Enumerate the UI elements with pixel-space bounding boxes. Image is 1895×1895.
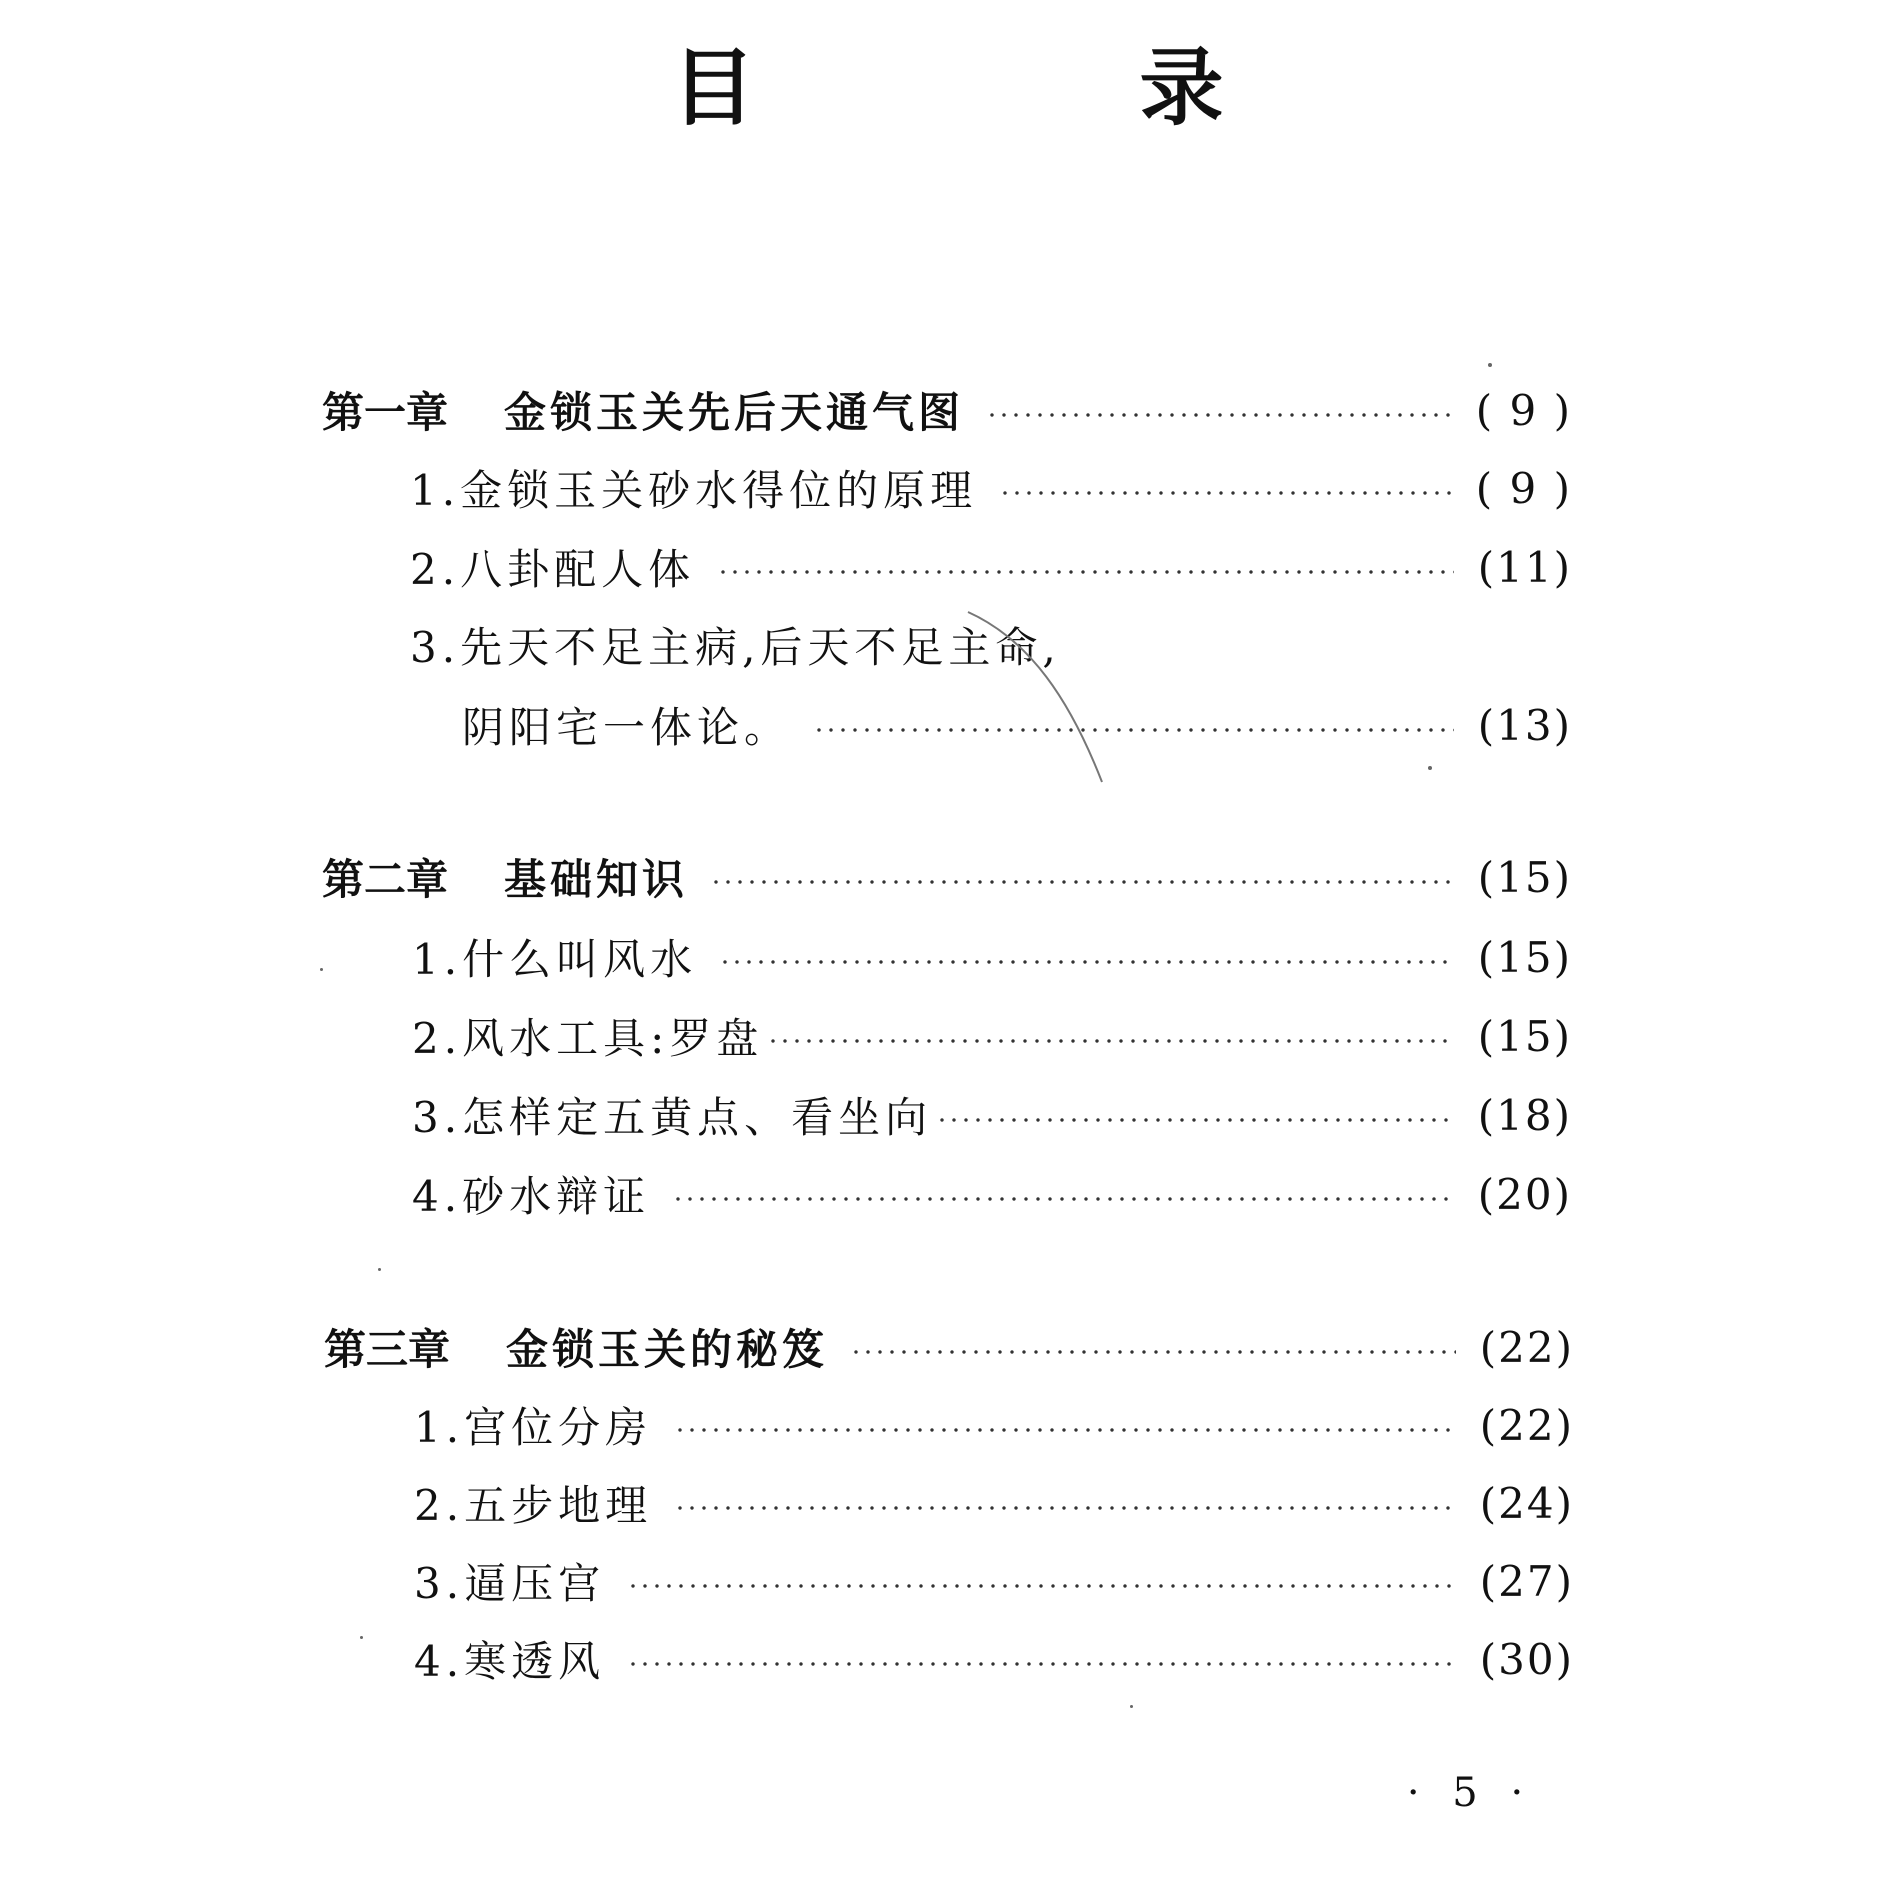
section-title: 2.五步地理 [414,1481,653,1530]
page-reference: (11) [1477,542,1572,592]
page-reference: (18) [1477,1090,1572,1140]
page-reference: (22) [1479,1400,1574,1450]
page-reference: (20) [1477,1169,1572,1219]
scan-speck [1130,1705,1133,1708]
chapter-title: 金锁玉关的秘笈 [506,1325,829,1374]
section-title: 1.宫位分房 [414,1403,653,1452]
page-reference: (15) [1477,1011,1572,1061]
scan-speck [378,1268,381,1271]
section-title: 2.八卦配人体 [410,545,696,594]
page-number: · 5 · [1406,1770,1534,1816]
section-title: 1.金锁玉关砂水得位的原理 [410,466,978,515]
page-reference: (22) [1479,1322,1574,1372]
scan-speck [320,968,323,971]
section-title: 3.怎样定五黄点、看坐向 [412,1093,933,1142]
section-title: 4.砂水辩证 [412,1172,651,1221]
section-title: 2.风水工具:罗盘 [412,1014,764,1063]
page-reference: (30) [1479,1634,1574,1684]
section-title: 4.寒透风 [414,1637,606,1686]
section-title: 3.先天不足主病,后天不足主命, [410,623,1061,672]
section-title: 阴阳宅一体论。 [462,703,792,752]
page-reference: ( 9 ) [1475,463,1572,513]
scan-speck [1488,363,1492,367]
page-reference: (15) [1477,932,1572,982]
chapter-number: 第三章 [324,1325,451,1374]
scratch-line [968,612,1102,782]
scan-speck [360,1636,363,1639]
section-title: 3.逼压宫 [414,1559,606,1608]
chapter-title: 金锁玉关先后天通气图 [504,388,965,437]
chapter-title: 基础知识 [504,855,689,904]
page-reference: ( 9 ) [1475,385,1572,435]
chapter-number: 第一章 [322,388,449,437]
page-reference: (13) [1477,700,1572,750]
page-reference: (15) [1477,852,1572,902]
section-title: 1.什么叫风水 [412,935,698,984]
scan-speck [1428,766,1432,770]
page-reference: (27) [1479,1556,1574,1606]
chapter-number: 第二章 [322,855,449,904]
page-reference: (24) [1479,1478,1574,1528]
page-title: 目 录 [671,39,1374,137]
